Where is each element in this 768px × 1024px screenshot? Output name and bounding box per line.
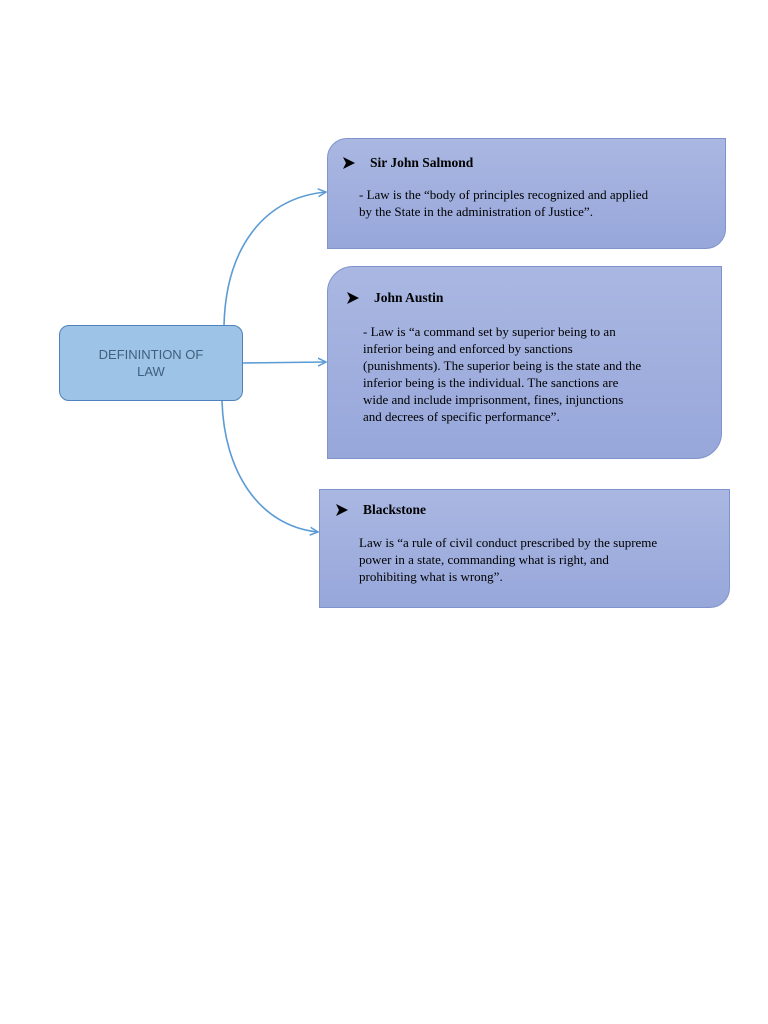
- central-concept-line-2: LAW: [137, 364, 165, 379]
- definition-card-blackstone: [319, 489, 730, 608]
- central-concept-line-1: DEFININTION OF: [98, 347, 204, 362]
- connector-arrow-salmond: [224, 192, 326, 325]
- central-concept-node: [59, 325, 243, 401]
- definition-text: - Law is “a command set by superior being to an inferior being and enforced by sanctions (punishments). The superior being is the state and the inferior being is the individual. The sanctions are wide and include imprisonment, fines, injunctions and decrees of specific performance”.: [363, 324, 642, 424]
- connector-arrow-blackstone: [222, 401, 318, 532]
- author-name: John Austin: [374, 290, 444, 305]
- definition-heading-austin: [346, 289, 443, 306]
- definition-heading-salmond: [342, 154, 473, 171]
- arrowhead-bullet-icon: [342, 156, 356, 170]
- definition-text: Law is “a rule of civil conduct prescribed by the supreme power in a state, commanding what is right, and prohibiting what is wrong”.: [359, 535, 658, 584]
- definition-card-austin: [327, 266, 722, 459]
- definition-card-salmond: [327, 138, 726, 249]
- definition-text: - Law is the “body of principles recognized and applied by the State in the administration of Justice”.: [359, 187, 649, 219]
- arrowhead-bullet-icon: [335, 503, 349, 517]
- arrowhead-bullet-icon: [346, 291, 360, 305]
- definition-heading-blackstone: [335, 501, 426, 518]
- author-name: Sir John Salmond: [370, 155, 474, 170]
- connector-arrow-austin: [243, 362, 326, 363]
- author-name: Blackstone: [363, 502, 427, 517]
